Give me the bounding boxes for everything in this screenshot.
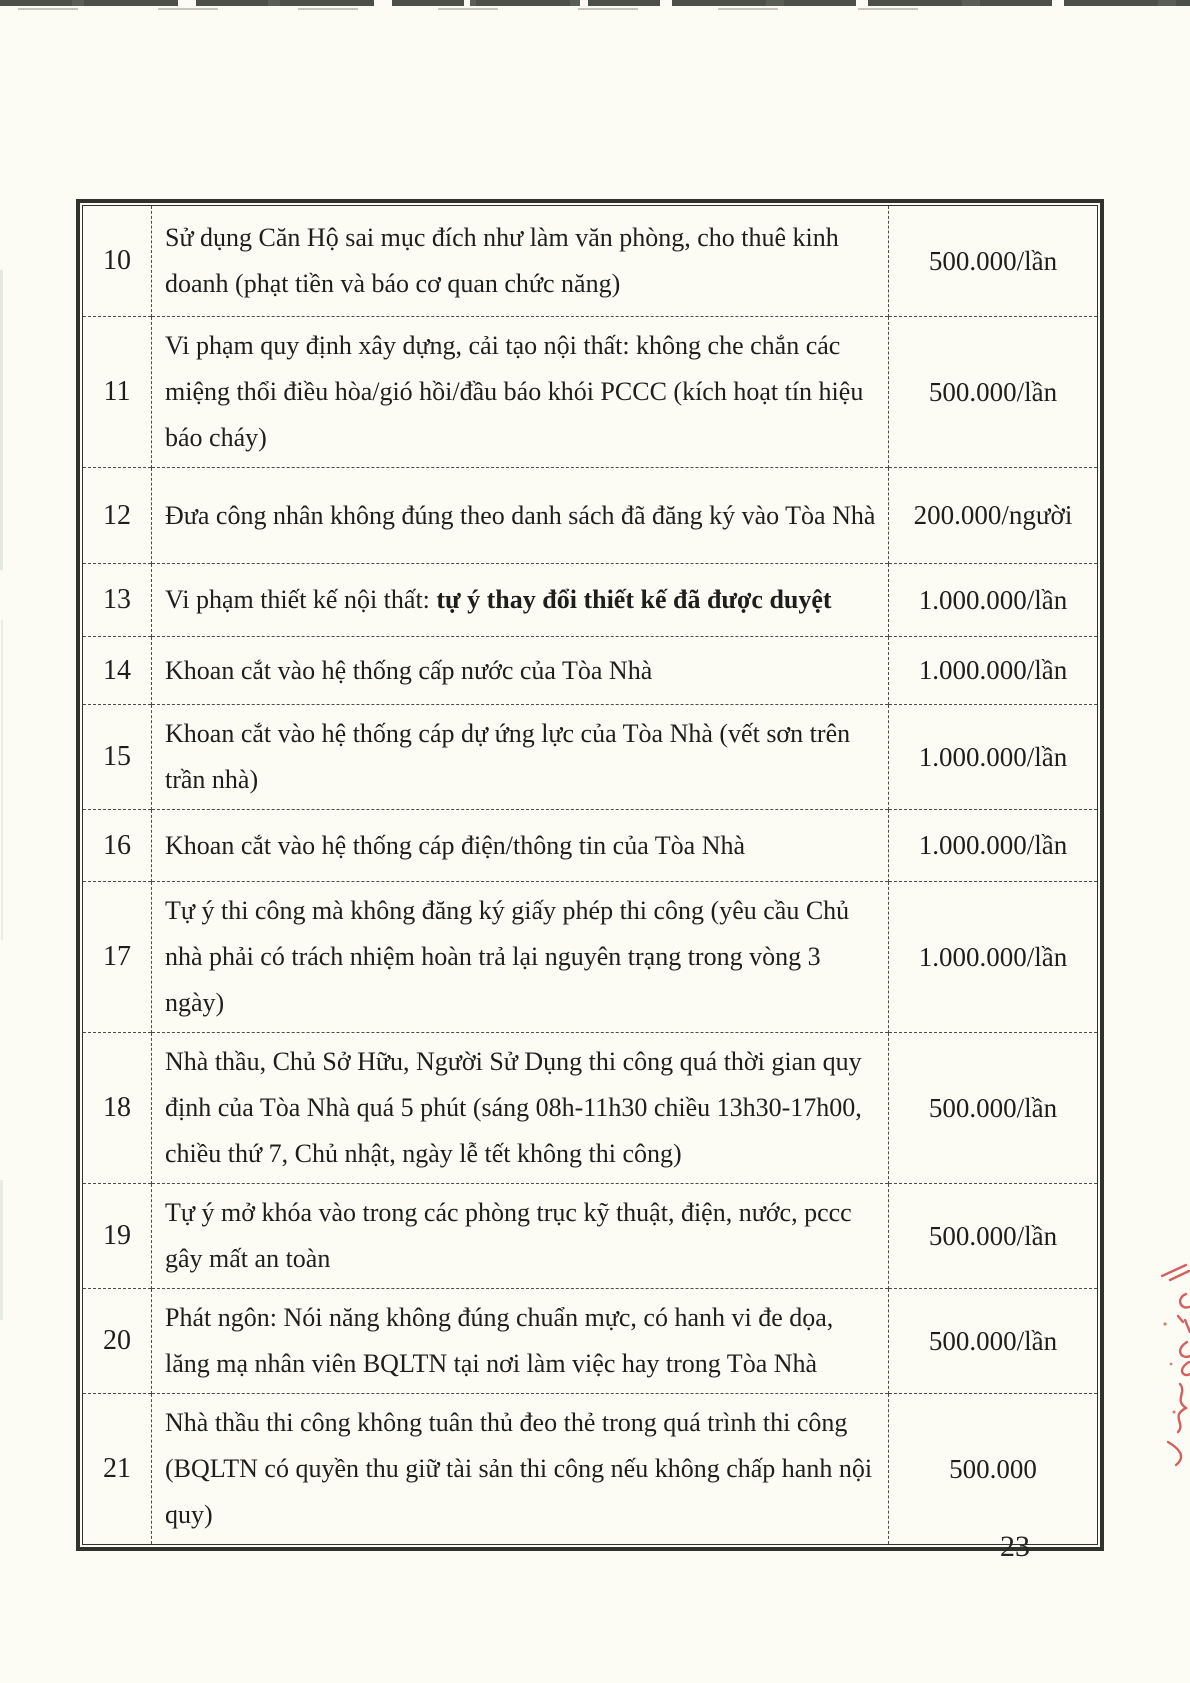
violation-description [152, 637, 889, 705]
violation-text: Khoan cắt vào hệ thống cáp điện/thông tin của Tòa Nhà [165, 830, 746, 860]
row-number: 10 [103, 245, 131, 276]
violation-description [152, 705, 889, 810]
fine-amount: 1.000.000/lần [889, 564, 1098, 637]
violation-description [152, 1184, 889, 1289]
scan-edge-artifact [0, 0, 1190, 6]
violation-text: Vi phạm thiết kế nội thất: [165, 585, 437, 614]
page-number: 23 [1000, 1530, 1030, 1563]
violation-text: Khoan cắt vào hệ thống cáp dự ứng lực của Tòa Nhà (vết sơn trên trần nhà) [165, 719, 851, 794]
violation-text: Nhà thầu, Chủ Sở Hữu, Người Sử Dụng thi công quá thời gian quy định của Tòa Nhà quá 5 phút (sáng 08h-11h30 chiều 13h30-17h00, chiều thứ 7, Chủ nhật, ngày lễ tết không thi công) [165, 1047, 862, 1168]
fine-amount: 1.000.000/lần [889, 810, 1098, 882]
table-row [83, 1033, 1098, 1184]
violation-description [152, 810, 889, 882]
table-row [83, 810, 1098, 882]
row-number: 20 [83, 1289, 152, 1394]
violation-description [152, 468, 889, 564]
violation-text: Vi phạm quy định xây dựng, cải tạo nội thất: không che chắn các miệng thổi điều hòa/gió hồi/đầu báo khói PCCC (kích hoạt tín hiệu báo cháy) [165, 331, 864, 452]
violation-description [152, 564, 889, 637]
fine-amount: 500.000/lần [889, 206, 1098, 317]
row-number: 18 [83, 1033, 152, 1184]
fine-amount: 200.000/người [889, 468, 1098, 564]
fine-amount: 500.000 [889, 1394, 1098, 1545]
violation-text: Nhà thầu thi công không tuân thủ đeo thẻ trong quá trình thi công (BQLTN có quyền thu giữ tài sản thi công nếu không chấp hanh nội quy) [165, 1408, 873, 1529]
scan-streak [0, 1180, 3, 1320]
row-number: 12 [83, 468, 152, 564]
table-row [83, 206, 1098, 317]
violation-description [152, 317, 889, 468]
violation-description [152, 882, 889, 1033]
row-number: 21 [83, 1394, 152, 1545]
row-number: 17 [83, 882, 152, 1033]
violation-text: Khoan cắt vào hệ thống cấp nước của Tòa Nhà [165, 655, 653, 685]
fines-table-frame [76, 199, 1104, 1551]
fines-table [82, 205, 1098, 1545]
fine-amount: 500.000/lần [889, 1033, 1098, 1184]
scan-streak [1, 620, 3, 940]
violation-text-bold: tự ý thay đổi thiết kế đã được duyệt [436, 585, 832, 614]
fine-amount: 1.000.000/lần [889, 637, 1098, 705]
scan-edge-artifact-faint [18, 8, 948, 10]
fine-amount: 1.000.000/lần [889, 882, 1098, 1033]
row-number: 16 [83, 810, 152, 882]
fines-table-body [83, 206, 1098, 1545]
scan-streak [0, 270, 3, 570]
fine-amount: 500.000/lần [889, 1184, 1098, 1289]
violation-text: Tự ý thi công mà không đăng ký giấy phép thi công (yêu cầu Chủ nhà phải có trách nhiệm hoàn trả lại nguyên trạng trong vòng 3 ngày) [165, 896, 850, 1017]
table-row [83, 468, 1098, 564]
row-number: 11 [83, 317, 152, 468]
table-row [83, 1394, 1098, 1545]
fine-amount: 500.000/lần [889, 1289, 1098, 1394]
violation-description [152, 1289, 889, 1394]
violation-text: Đưa công nhân không đúng theo danh sách đã đăng ký vào Tòa Nhà [165, 500, 876, 530]
row-number: 19 [83, 1184, 152, 1289]
table-row [83, 564, 1098, 637]
table-row [83, 637, 1098, 705]
table-row [83, 1289, 1098, 1394]
violation-text: Phát ngôn: Nói năng không đúng chuẩn mực, có hanh vi đe dọa, lăng mạ nhân viên BQLTN tại nơi làm việc hay trong Tòa Nhà [165, 1303, 834, 1378]
row-number: 13 [83, 564, 152, 637]
row-number: 14 [83, 637, 152, 705]
violation-text: Sử dụng Căn Hộ sai mục đích như làm văn phòng, cho thuê kinh doanh (phạt tiền và báo cơ quan chức năng) [165, 223, 839, 298]
red-stamp-fragment [1156, 1262, 1190, 1467]
table-row [83, 317, 1098, 468]
violation-description [152, 1033, 889, 1184]
fine-amount: 1.000.000/lần [889, 705, 1098, 810]
violation-description [152, 206, 889, 317]
row-number: 15 [83, 705, 152, 810]
violation-text: Tự ý mở khóa vào trong các phòng trục kỹ thuật, điện, nước, pccc gây mất an toàn [165, 1198, 852, 1273]
table-row [83, 882, 1098, 1033]
table-row [83, 1184, 1098, 1289]
fine-amount: 500.000/lần [889, 317, 1098, 468]
table-row [83, 705, 1098, 810]
violation-description [152, 1394, 889, 1545]
